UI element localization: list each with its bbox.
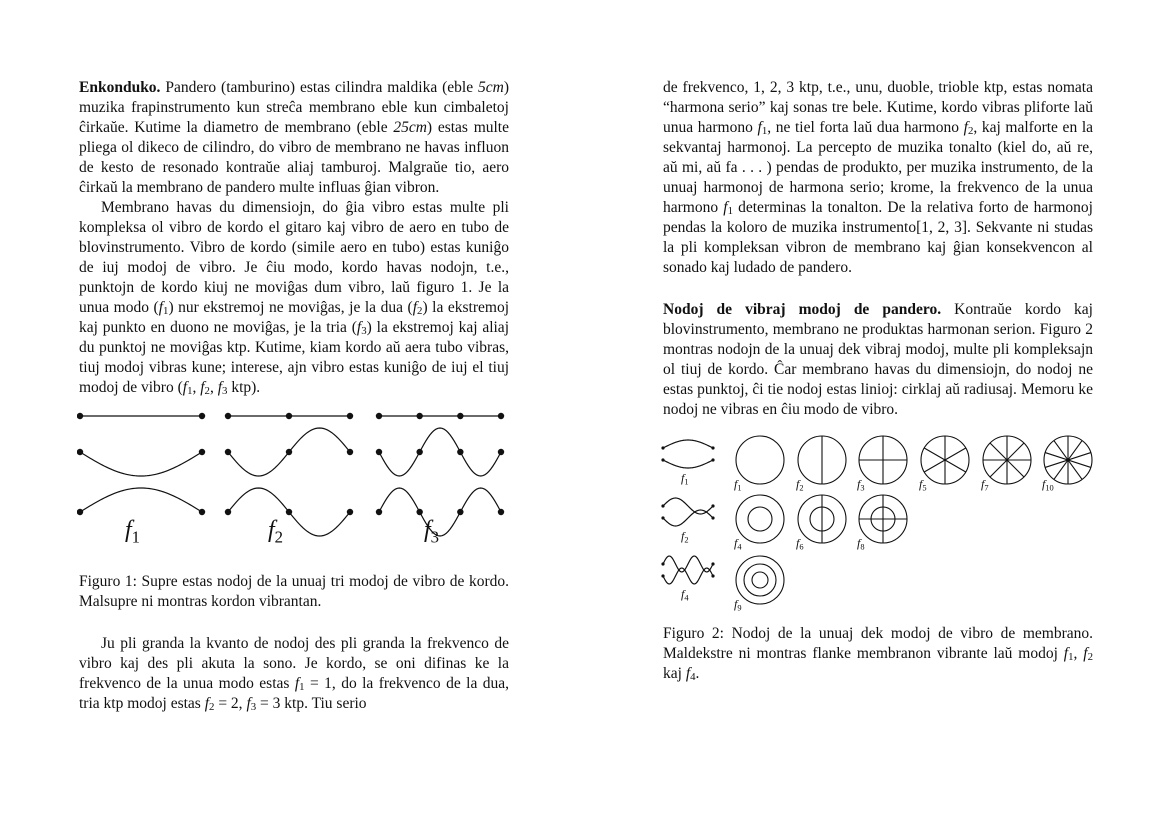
math-subscript: 3 (222, 385, 228, 397)
edge-dot (711, 446, 714, 449)
node-dot (199, 449, 205, 455)
math-variable: f (294, 675, 300, 692)
side-mode-label: $f_4$ (681, 587, 689, 603)
text-run: determinas la tonalton. De la relativa forto de harmonoj pendas la koloro de muzika instrumento[1, 2, 3]. Sekvante ni studas la pli kompleksan vibron de membrano kaj ĝian konsekvencon al sonado kaj ludado de pandero. (663, 199, 1093, 276)
math-variable: f (182, 379, 188, 396)
node-dot (498, 449, 504, 455)
text-run: ktp). (227, 379, 261, 396)
right-column (663, 78, 1093, 684)
math-symbol (1064, 645, 1074, 662)
math-variable: f (723, 199, 728, 216)
math-variable: f (757, 119, 762, 136)
math-variable: 5cm (478, 79, 504, 96)
text-run: Pandero (tamburino) estas cilindra maldika (eble (160, 79, 478, 96)
text-run: = 2, (214, 695, 247, 712)
mode-label: $f_1$ (125, 517, 141, 547)
node-dot (286, 509, 292, 515)
node-dot (498, 413, 504, 419)
math-subscript: 2 (417, 305, 423, 317)
edge-dot (711, 574, 714, 577)
math-symbol (357, 319, 367, 336)
node-dot (457, 413, 463, 419)
node-dot (376, 413, 382, 419)
text-run: , (192, 379, 201, 396)
math-subscript: 1 (163, 305, 169, 317)
edge-dot (711, 504, 714, 507)
node-dot (376, 509, 382, 515)
math-variable: f (204, 695, 210, 712)
math-variable: f (200, 379, 205, 396)
nodes-heading: Nodoj de vibraj modoj de pandero. (663, 301, 942, 318)
dimensions-paragraph (79, 198, 509, 398)
math-subscript: 1 (299, 681, 305, 693)
figure-2-membrane-modes (661, 432, 1093, 612)
string-vibrating-down (379, 428, 501, 476)
node-dot (199, 413, 205, 419)
math-variable: f (963, 119, 968, 136)
text-run: de frekvenco, 1, 2, 3 ktp, t.e., unu, duoble, trioble ktp, estas nomata “harmona serio” kaj sonas tre bele. Kutime, kordo vibras pliforte laŭ unua harmono (663, 79, 1093, 136)
node-dot (77, 413, 83, 419)
math-symbol (964, 119, 974, 136)
math-symbol (295, 675, 305, 692)
node-dot (347, 449, 353, 455)
math-variable: f (217, 379, 223, 396)
edge-dot (661, 504, 664, 507)
text-run: ) la ekstremoj kaj aliaj du punktoj ne moviĝas ktp. Kutime, kiam kordo aŭ aera tubo vibras, tiuj modoj vibras kune; interese, ajn vibro estas kuniĝo de iuj el tiuj modoj de vibro ( (79, 319, 509, 396)
membrane-side-lower (663, 568, 713, 584)
figure-2-caption (663, 624, 1093, 684)
edge-dot (661, 458, 664, 461)
intro-heading: Enkonduko. (79, 79, 161, 96)
circular-node-line (744, 564, 776, 596)
membrane-mode-label: $f_9$ (734, 597, 742, 612)
string-vibrating-up (80, 488, 202, 512)
math-symbol (246, 695, 256, 712)
left-column (79, 78, 509, 714)
text-run: Kontraŭe kordo kaj blovinstrumento, membrano ne produktas harmonan serion. Figuro 2 montras nodojn de la unuaj dek vibraj modoj, multe pli kompleksajn ol tiuj de kordo. Ĉar membrano havas du dimensiojn, do nodoj ne estas punktoj, ĉi tie nodoj estas linioj: cirklaj aŭ radiusaj. Memoru ke nodoj ne vibras en ĉiu modo de vibro. (663, 301, 1093, 418)
math-symbol (393, 119, 427, 136)
text-run: = 1, do la frekvenco de la dua, tria ktp modoj estas (79, 675, 509, 712)
text-run: Ju pli granda la kvanto de nodoj des pli granda la frekvenco de vibro kaj des pli akuta la sono. Je kordo, se oni difinas ke la frekvenco de la unua modo estas (79, 635, 509, 692)
edge-dot (661, 562, 664, 565)
text-run: ) estas multe pliega ol dikeco de cilindro, do vibro de membrano ne havas influon de kesto de resonado kontraŭe aliaj tamburoj. Malgraŭe tio, aero ĉirkaŭ la membrano de pandero multe influas ĝian vibron. (79, 119, 509, 196)
edge-dot (711, 458, 714, 461)
membrane-mode-label: $f_{10}$ (1042, 477, 1054, 493)
math-symbol (723, 199, 733, 216)
math-symbol (159, 299, 169, 316)
side-mode-label: $f_1$ (681, 471, 689, 487)
math-variable: f (685, 665, 691, 682)
membrane-mode-label: $f_4$ (734, 536, 742, 552)
membrane-mode-label: $f_6$ (796, 536, 804, 552)
math-subscript: 1 (761, 125, 768, 137)
math-variable: f (356, 319, 362, 336)
membrane-mode-label: $f_2$ (796, 477, 804, 493)
text-run: ) la ekstremoj kaj punkto en duono ne moviĝas, je la tria ( (79, 299, 509, 336)
string-vibrating-down (80, 452, 202, 476)
circular-node-line (748, 507, 772, 531)
membrane-side-upper (663, 440, 713, 448)
math-variable: f (158, 299, 164, 316)
intro-paragraph (79, 78, 509, 198)
text-run: . (695, 665, 700, 682)
math-symbol (218, 379, 228, 396)
membrane-mode-label: $f_7$ (981, 477, 989, 493)
node-dot (416, 449, 422, 455)
math-variable: 25cm (393, 119, 427, 136)
circular-node-line (752, 572, 768, 588)
text-run: , ne tiel forta laŭ dua harmono (767, 119, 964, 136)
node-dot (77, 449, 83, 455)
math-variable: f (412, 299, 418, 316)
math-subscript: 4 (690, 671, 696, 683)
text-run: ) nur ekstremoj ne moviĝas, je la dua ( (168, 299, 413, 316)
membrane-mode-label: $f_8$ (857, 536, 865, 552)
text-run: Figuro 2: Nodoj de la unuaj dek modoj de vibro de membrano. Maldekstre ni montras flanke membranon vibrante laŭ modoj (663, 625, 1093, 662)
intro-text (79, 79, 509, 196)
node-dot (416, 413, 422, 419)
mode-label: $f_3$ (424, 517, 440, 547)
figure-1-string-modes (77, 410, 509, 560)
math-subscript: 1 (727, 205, 733, 217)
edge-dot (661, 446, 664, 449)
figure-1-caption: Figuro 1: Supre estas nodoj de la unuaj tri modoj de vibro de kordo. Malsupre ni montras kordon vibrantan. (79, 573, 509, 610)
membrane-outline (736, 495, 784, 543)
math-subscript: 1 (1068, 651, 1074, 663)
membrane-outline (736, 556, 784, 604)
harmonic-series-paragraph (663, 78, 1093, 278)
math-subscript: 2 (967, 125, 974, 137)
text-run: , (209, 379, 218, 396)
membrane-outline (736, 436, 784, 484)
node-dot (199, 509, 205, 515)
edge-dot (711, 516, 714, 519)
node-dot (457, 509, 463, 515)
math-subscript: 2 (209, 701, 215, 713)
math-subscript: 3 (361, 325, 367, 337)
math-symbol (205, 695, 215, 712)
nodes-text (663, 301, 1093, 418)
text-run: = 3 ktp. Tiu serio (256, 695, 367, 712)
math-subscript: 2 (1087, 651, 1093, 663)
mode-label: $f_2$ (268, 517, 284, 547)
math-symbol (758, 119, 768, 136)
membrane-mode-label: $f_5$ (919, 477, 927, 493)
math-subscript: 1 (187, 385, 193, 397)
node-dot (225, 413, 231, 419)
node-dot (376, 449, 382, 455)
membrane-side-upper (663, 556, 713, 572)
nodes-paragraph (663, 300, 1093, 420)
side-mode-label: $f_2$ (681, 529, 689, 545)
text-run: kaj (663, 665, 686, 682)
math-variable: f (1063, 645, 1069, 662)
math-subscript: 2 (204, 385, 210, 397)
node-dot (286, 413, 292, 419)
math-symbol (686, 665, 696, 682)
membrane-mode-label: $f_3$ (857, 477, 865, 493)
membrane-mode-label: $f_1$ (734, 477, 742, 493)
math-variable: f (246, 695, 251, 712)
frequency-paragraph (79, 634, 509, 714)
node-dot (225, 509, 231, 515)
node-dot (457, 449, 463, 455)
node-dot (498, 509, 504, 515)
string-vibrating-up (379, 488, 501, 536)
text-run: , (1073, 645, 1084, 662)
edge-dot (661, 574, 664, 577)
edge-dot (661, 516, 664, 519)
node-dot (286, 449, 292, 455)
text-run: , kaj malforte en la sekvantaj harmonoj. La percepto de muzika tonalto (kiel do, aŭ re, aŭ mi, aŭ fa . . . ) pendas de produkto, per muzika instrumento, de la unuaj harmonoj de harmona serio; krome, la frekvenco de la unua harmono (663, 119, 1094, 216)
membrane-side-lower (663, 460, 713, 468)
math-symbol (200, 379, 210, 396)
node-dot (347, 413, 353, 419)
math-subscript: 3 (250, 701, 257, 713)
node-dot (77, 509, 83, 515)
edge-dot (711, 562, 714, 565)
math-symbol (478, 79, 504, 96)
node-dot (347, 509, 353, 515)
math-symbol (1083, 645, 1093, 662)
text-run: Membrano havas du dimensiojn, do ĝia vibro estas multe pli kompleksa ol vibro de kordo el gitaro kaj vibro de aero en tubo de blovinstrumento. Vibro de kordo (simile aero en tubo) estas kuniĝo de iuj modoj de vibro. Je ĉiu modo, kordo havas nodojn, t.e., punktojn de kordo kiuj ne moviĝas dum vibro, laŭ figuro 1. Je la unua modo ( (79, 199, 509, 316)
math-variable: f (1083, 645, 1088, 662)
text-run: ) muzika frapinstrumento kun streĉa membrano eble kun cimbaletoj ĉirkaŭe. Kutime la diametro de membrano (eble (79, 79, 509, 136)
node-dot (225, 449, 231, 455)
math-symbol (413, 299, 423, 316)
node-dot (416, 509, 422, 515)
